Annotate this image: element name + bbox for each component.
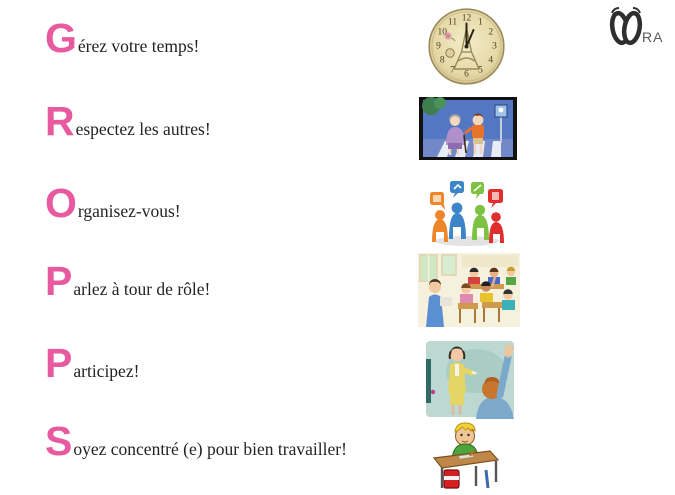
- rule-row-participez: [45, 340, 140, 386]
- rule-text: oyez concentré (e) pour bien travailler!: [73, 439, 347, 459]
- clock-number-10: 10: [437, 27, 448, 38]
- rule-initial: P: [45, 340, 72, 386]
- clock-number-6: 6: [464, 69, 469, 80]
- participate-raise-hand-image: [424, 337, 516, 419]
- rule-initial: S: [45, 418, 72, 464]
- clock-number-9: 9: [436, 41, 441, 52]
- logo-text: RA: [642, 29, 664, 45]
- rule-text: érez votre temps!: [77, 36, 200, 56]
- rule-text: arlez à tour de rôle!: [73, 279, 211, 299]
- rule-row-soyez: [45, 418, 347, 464]
- rule-initial: P: [45, 258, 72, 304]
- clock-number-11: 11: [447, 17, 458, 28]
- classroom-teacher-students-icon: [418, 253, 520, 327]
- boy-helping-elderly-woman-icon: [419, 97, 517, 160]
- clock-number-3: 3: [492, 41, 497, 52]
- clock-number-4: 4: [488, 55, 494, 66]
- rule-text: espectez les autres!: [75, 119, 211, 139]
- four-figures-speech-bubbles-icon: [427, 175, 508, 248]
- rule-initial: R: [45, 98, 74, 144]
- rule-initial: G: [45, 15, 76, 61]
- clock-number-8: 8: [439, 55, 445, 66]
- student-raising-hand-teacher-icon: [424, 337, 516, 419]
- respect-crosswalk-image: [419, 97, 517, 160]
- concentration-study-image: [428, 420, 502, 491]
- rule-text: articipez!: [73, 361, 140, 381]
- boy-studying-at-desk-icon: [428, 420, 502, 491]
- classroom-turn-taking-image: [418, 253, 520, 327]
- clock-number-1: 1: [478, 17, 483, 28]
- clock-number-7: 7: [450, 65, 455, 76]
- clock-icon: [428, 8, 505, 85]
- clock-number-2: 2: [488, 27, 494, 38]
- rule-row-organisez: [45, 180, 181, 226]
- clock-number-12: 12: [461, 13, 472, 24]
- clock-number-5: 5: [478, 65, 483, 76]
- ra-logo: [604, 4, 666, 52]
- double-loop-logo-icon: [604, 4, 666, 52]
- rule-row-gerez: [45, 15, 200, 61]
- rule-initial: O: [45, 180, 76, 226]
- rule-row-parlez: [45, 258, 211, 304]
- rule-row-respectez: [45, 98, 211, 144]
- vintage-paris-clock-image: [428, 8, 505, 85]
- rule-text: rganisez-vous!: [77, 201, 181, 221]
- organize-discussion-image: [427, 175, 508, 248]
